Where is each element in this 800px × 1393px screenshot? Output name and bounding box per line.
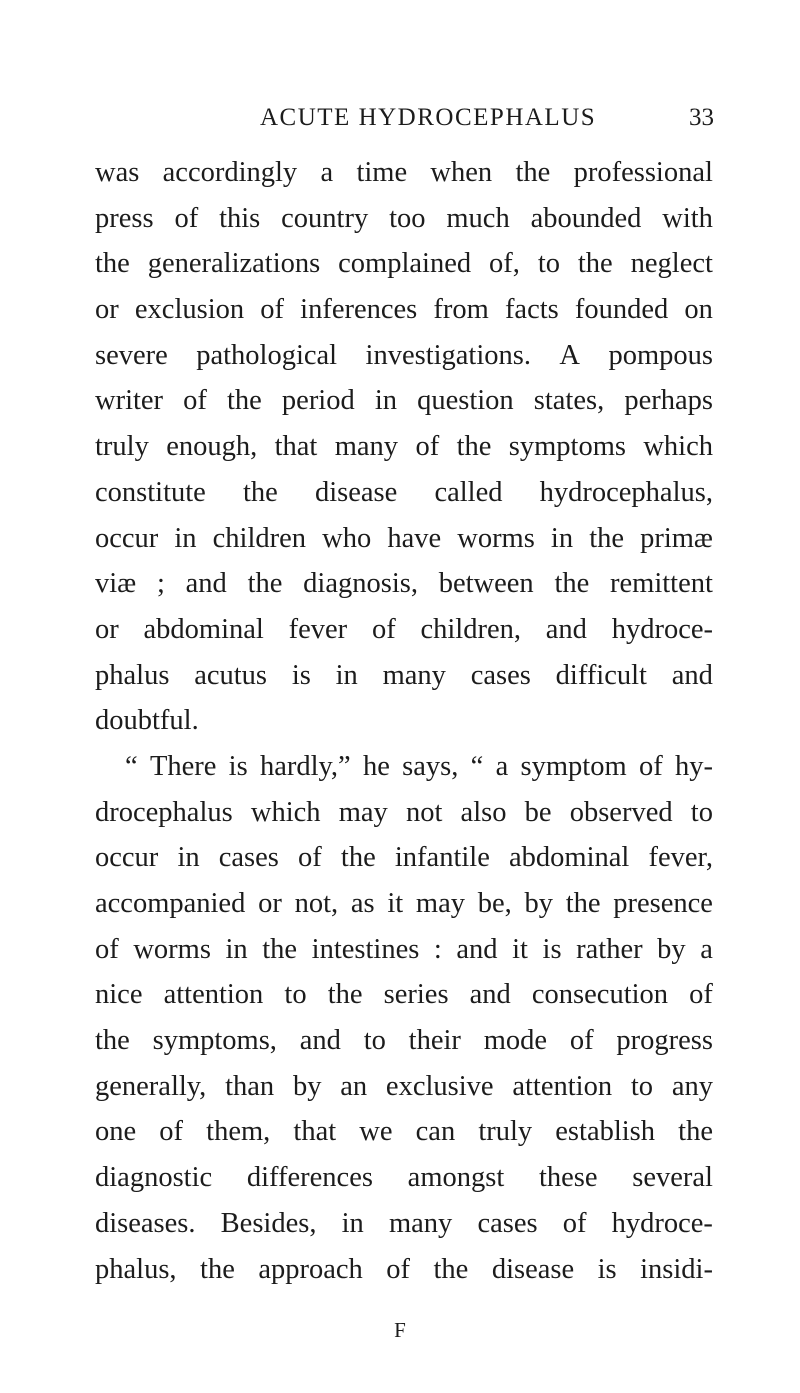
word: it bbox=[512, 933, 528, 965]
text-line bbox=[95, 424, 713, 470]
word: diseases. bbox=[95, 1207, 196, 1239]
word: consecution bbox=[531, 979, 669, 1011]
text-line bbox=[95, 196, 713, 242]
word: a bbox=[320, 157, 334, 188]
word: in bbox=[177, 842, 200, 874]
text-line bbox=[95, 927, 713, 973]
word: in bbox=[550, 522, 574, 554]
word: is bbox=[542, 933, 562, 965]
word: worms bbox=[457, 522, 535, 554]
word: series bbox=[383, 979, 449, 1011]
word: hydrocephalus, bbox=[539, 476, 713, 508]
text-line bbox=[95, 241, 713, 287]
text-line bbox=[95, 561, 713, 607]
word: on bbox=[684, 294, 713, 326]
text-line bbox=[95, 1064, 713, 1110]
word: perhaps bbox=[624, 385, 713, 417]
word: exclusion bbox=[134, 294, 245, 326]
word: A bbox=[559, 339, 581, 371]
word: called bbox=[434, 476, 503, 508]
word: doubtful. bbox=[95, 705, 199, 737]
word: abounded bbox=[530, 202, 642, 234]
word: enough, bbox=[166, 431, 258, 463]
word: in bbox=[225, 933, 248, 965]
word: by bbox=[292, 1070, 322, 1102]
word: much bbox=[446, 202, 510, 234]
word: many bbox=[334, 431, 399, 463]
word: in bbox=[335, 659, 358, 691]
word: pathological bbox=[196, 339, 338, 371]
word: writer bbox=[95, 385, 164, 417]
word: neglect bbox=[630, 248, 713, 280]
word: attention bbox=[512, 1070, 613, 1102]
word: hardly,” bbox=[259, 750, 351, 782]
word: of bbox=[159, 1116, 184, 1148]
word: as bbox=[350, 888, 375, 919]
word: attention bbox=[163, 979, 264, 1011]
word: of bbox=[260, 294, 285, 326]
word: complained bbox=[338, 248, 472, 280]
word: and bbox=[671, 659, 713, 691]
word: which bbox=[643, 431, 713, 463]
word: cases bbox=[477, 1207, 538, 1239]
word: generally, bbox=[95, 1070, 207, 1102]
text-line bbox=[95, 470, 713, 516]
word: the bbox=[242, 476, 278, 508]
word: generalizations bbox=[147, 248, 321, 280]
word: truly bbox=[95, 431, 149, 463]
running-title: ACUTE HYDROCEPHALUS bbox=[260, 104, 597, 131]
word: this bbox=[219, 202, 261, 234]
text-line bbox=[95, 1018, 713, 1064]
word: amongst bbox=[407, 1162, 505, 1194]
word: press bbox=[95, 202, 154, 234]
word: difficult bbox=[555, 659, 647, 691]
word: than bbox=[225, 1070, 275, 1102]
word: be, bbox=[477, 888, 512, 919]
word: phalus bbox=[95, 659, 170, 691]
word: truly bbox=[478, 1116, 533, 1148]
word: of, bbox=[489, 248, 520, 280]
text-line bbox=[95, 1247, 713, 1293]
word: progress bbox=[616, 1025, 713, 1057]
word: may bbox=[415, 888, 465, 919]
word: is bbox=[228, 750, 248, 782]
word: founded bbox=[574, 294, 669, 326]
word: the bbox=[433, 1253, 469, 1285]
word: occur bbox=[95, 522, 159, 554]
word: of bbox=[174, 202, 199, 234]
word: can bbox=[415, 1116, 456, 1148]
word: ; bbox=[156, 568, 165, 600]
word: of bbox=[689, 979, 713, 1011]
word: hydroce- bbox=[611, 1207, 713, 1239]
word: professional bbox=[573, 157, 713, 188]
word: we bbox=[359, 1116, 393, 1148]
word: the bbox=[95, 248, 130, 280]
text-line bbox=[95, 1201, 713, 1247]
word: is bbox=[597, 1253, 617, 1285]
word: question bbox=[417, 385, 514, 417]
word: to bbox=[537, 248, 560, 280]
word: insidi- bbox=[640, 1253, 713, 1285]
word: with bbox=[662, 202, 713, 234]
word: a bbox=[495, 750, 509, 782]
word: the bbox=[262, 933, 298, 965]
text-line bbox=[95, 744, 713, 790]
word: phalus, bbox=[95, 1253, 177, 1285]
word: or bbox=[95, 613, 119, 645]
word: their bbox=[408, 1025, 461, 1057]
word: that bbox=[293, 1116, 337, 1148]
word: the bbox=[327, 979, 363, 1011]
word: pompous bbox=[608, 339, 713, 371]
word: approach bbox=[258, 1253, 363, 1285]
word: the bbox=[340, 842, 376, 874]
word: of bbox=[386, 1253, 411, 1285]
text-line bbox=[95, 516, 713, 562]
word: viæ bbox=[95, 568, 137, 600]
word: the bbox=[589, 522, 625, 554]
word: time bbox=[356, 157, 408, 188]
text-line bbox=[95, 881, 713, 927]
word: many bbox=[388, 1207, 453, 1239]
word: constitute bbox=[95, 476, 206, 508]
word: any bbox=[671, 1070, 713, 1102]
body-text bbox=[95, 150, 713, 1292]
word: exclusive bbox=[385, 1070, 494, 1102]
page-number: 33 bbox=[689, 104, 714, 131]
word: worms bbox=[133, 933, 211, 965]
word: may bbox=[338, 796, 388, 828]
word: “ bbox=[470, 750, 484, 782]
word: to bbox=[363, 1025, 386, 1057]
word: of bbox=[183, 385, 207, 417]
word: period bbox=[281, 385, 355, 417]
word: of bbox=[569, 1025, 594, 1057]
word: of bbox=[95, 933, 119, 965]
word: to bbox=[630, 1070, 654, 1102]
word: intestines bbox=[311, 933, 420, 965]
text-line bbox=[95, 1155, 713, 1201]
text-line bbox=[95, 653, 713, 699]
text-line bbox=[95, 835, 713, 881]
word: severe bbox=[95, 339, 168, 371]
word: in bbox=[174, 522, 197, 554]
word: the bbox=[247, 568, 283, 600]
word: says, bbox=[402, 750, 459, 782]
word: not bbox=[405, 796, 443, 828]
word: differences bbox=[246, 1162, 373, 1194]
word: many bbox=[382, 659, 446, 691]
word: infantile bbox=[394, 842, 490, 874]
word: of bbox=[298, 842, 322, 874]
word: cases bbox=[470, 659, 531, 691]
word: the bbox=[227, 385, 262, 417]
word: an bbox=[340, 1070, 368, 1102]
word: by bbox=[657, 933, 686, 965]
word: the bbox=[565, 888, 601, 919]
word: acutus bbox=[194, 659, 268, 691]
word: and bbox=[185, 568, 227, 600]
text-line bbox=[95, 972, 713, 1018]
word: the bbox=[554, 568, 590, 600]
text-line bbox=[95, 378, 713, 424]
word: symptoms, bbox=[152, 1025, 277, 1057]
word: states, bbox=[533, 385, 605, 417]
signature-mark: F bbox=[394, 1318, 406, 1342]
word: not, bbox=[294, 888, 339, 919]
word: disease bbox=[314, 476, 398, 508]
word: which bbox=[250, 796, 321, 828]
word: have bbox=[387, 522, 442, 554]
word: it bbox=[387, 888, 404, 919]
word: children, bbox=[420, 613, 521, 645]
text-line bbox=[95, 698, 713, 744]
word: or bbox=[258, 888, 282, 919]
word: several bbox=[632, 1162, 713, 1194]
word: disease bbox=[491, 1253, 575, 1285]
word: these bbox=[538, 1162, 598, 1194]
word: of bbox=[415, 431, 440, 463]
word: accordingly bbox=[162, 157, 298, 188]
word: rather bbox=[576, 933, 643, 965]
word: symptom bbox=[520, 750, 627, 782]
word: he bbox=[362, 750, 390, 782]
word: the bbox=[678, 1116, 713, 1148]
word: be bbox=[524, 796, 552, 828]
word: of bbox=[371, 613, 396, 645]
word: the bbox=[456, 431, 492, 463]
word: also bbox=[460, 796, 507, 828]
word: abdominal bbox=[143, 613, 264, 645]
word: the bbox=[200, 1253, 235, 1285]
word: and bbox=[469, 979, 511, 1011]
word: the bbox=[515, 157, 551, 188]
word: abdominal bbox=[509, 842, 630, 874]
word: symptoms bbox=[508, 431, 626, 463]
text-line bbox=[95, 150, 713, 196]
word: who bbox=[322, 522, 372, 554]
word: or bbox=[95, 294, 119, 326]
word: hydroce- bbox=[611, 613, 713, 645]
word: is bbox=[291, 659, 311, 691]
word: presence bbox=[613, 888, 713, 919]
word: observed bbox=[569, 796, 673, 828]
word: mode bbox=[483, 1025, 548, 1057]
word: a bbox=[700, 933, 713, 965]
word: accompanied bbox=[95, 888, 246, 919]
word: establish bbox=[555, 1116, 656, 1148]
word: the bbox=[577, 248, 613, 280]
word: of bbox=[638, 750, 663, 782]
word: was bbox=[95, 157, 140, 188]
word: and bbox=[456, 933, 498, 965]
word: from bbox=[433, 294, 489, 326]
word: investigations. bbox=[365, 339, 531, 371]
word: diagnostic bbox=[95, 1162, 213, 1194]
word: the bbox=[95, 1025, 130, 1057]
word: Besides, bbox=[220, 1207, 317, 1239]
text-line bbox=[95, 1109, 713, 1155]
text-line bbox=[95, 607, 713, 653]
word: inferences bbox=[300, 294, 418, 326]
word: when bbox=[430, 157, 493, 188]
word: : bbox=[433, 933, 442, 965]
word: in bbox=[374, 385, 397, 417]
word: them, bbox=[206, 1116, 271, 1148]
word: to bbox=[284, 979, 307, 1011]
word: fever, bbox=[648, 842, 713, 874]
word: too bbox=[389, 202, 426, 234]
word: remittent bbox=[610, 568, 713, 600]
word: between bbox=[438, 568, 534, 600]
word: of bbox=[562, 1207, 587, 1239]
word: primæ bbox=[640, 522, 713, 554]
word: and bbox=[545, 613, 587, 645]
word: in bbox=[341, 1207, 364, 1239]
text-line bbox=[95, 287, 713, 333]
word: and bbox=[299, 1025, 341, 1057]
text-line bbox=[95, 790, 713, 836]
word: cases bbox=[218, 842, 279, 874]
word: children bbox=[212, 522, 307, 554]
word: diagnosis, bbox=[303, 568, 418, 600]
word: There bbox=[149, 750, 217, 782]
word: drocephalus bbox=[95, 796, 233, 828]
word: one bbox=[95, 1116, 137, 1148]
word: occur bbox=[95, 842, 159, 874]
word: nice bbox=[95, 979, 143, 1011]
word: hy- bbox=[674, 750, 713, 782]
word: by bbox=[524, 888, 553, 919]
word: country bbox=[281, 202, 369, 234]
word: fever bbox=[288, 613, 348, 645]
word: “ bbox=[125, 750, 138, 782]
text-line bbox=[95, 333, 713, 379]
word: facts bbox=[504, 294, 559, 326]
running-head bbox=[0, 104, 800, 144]
word: to bbox=[690, 796, 713, 828]
word: that bbox=[274, 431, 318, 463]
